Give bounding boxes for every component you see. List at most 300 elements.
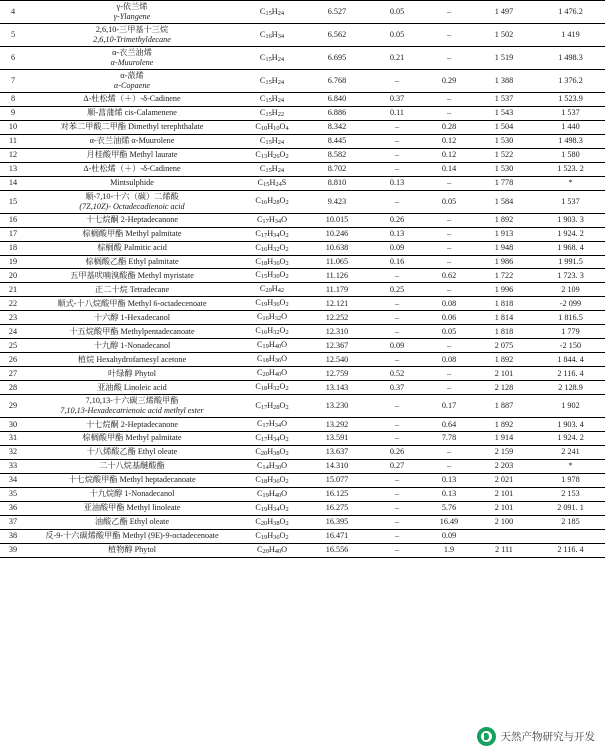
cell-retention-time: 16.125 [306,487,368,501]
cell-index-d: -2 099 [536,297,605,311]
cell-content-a: – [368,395,426,418]
table-row [0,473,605,487]
cell-content-b: – [426,381,472,395]
cell-index: 39 [0,543,26,557]
cell-index-c: 1 986 [472,255,536,269]
table-row [0,459,605,473]
cell-content-b: – [426,283,472,297]
cell-index-d: 1 580 [536,148,605,162]
cell-index-d: 1 498.3 [536,47,605,70]
cell-formula: C14H30O [238,459,306,473]
cell-index-d: 1 419 [536,24,605,47]
cell-index-c: 2 203 [472,459,536,473]
cell-index: 11 [0,134,26,148]
cell-formula: C17H28O2 [238,395,306,418]
cell-index-c: 2 075 [472,339,536,353]
table-row [0,70,605,93]
table-row [0,269,605,283]
cell-index: 37 [0,515,26,529]
cell-index-d: 1 523.9 [536,93,605,107]
cell-content-b: 0.17 [426,395,472,418]
cell-index-d: 1 523. 2 [536,162,605,176]
cell-index-d: 1 537 [536,106,605,120]
cell-formula: C15H24 [238,70,306,93]
cell-content-b: – [426,176,472,190]
cell-index: 23 [0,311,26,325]
cell-formula: C16H32O [238,311,306,325]
cell-content-a: – [368,529,426,543]
cell-index-c: 1 914 [472,432,536,446]
cell-retention-time: 12.367 [306,339,368,353]
compound-name-en: α-Copaene [113,81,151,90]
cell-formula: C16H28O2 [238,190,306,213]
cell-retention-time: 6.527 [306,1,368,24]
cell-index-c: 1 722 [472,269,536,283]
cell-index: 14 [0,176,26,190]
cell-retention-time: 11.065 [306,255,368,269]
table-row [0,529,605,543]
cell-retention-time: 13.230 [306,395,368,418]
cell-compound-name [26,1,238,24]
cell-index-d: 1 816.5 [536,311,605,325]
compound-name-cn: 2,6,10-三甲基十三烷 [95,25,169,34]
table-row [0,190,605,213]
cell-content-b: 0.05 [426,190,472,213]
table-row [0,418,605,432]
cell-retention-time: 13.591 [306,432,368,446]
cell-index-c: 1 519 [472,47,536,70]
cell-index-d: 1 991.5 [536,255,605,269]
table-row [0,367,605,381]
cell-compound-name: 植烷 Hexahydrofarnesyl acetone [26,353,238,367]
cell-compound-name: 棕榈酸甲酯 Methyl palmitate [26,432,238,446]
cell-formula: C15H24 [238,134,306,148]
cell-formula: C20H38O2 [238,515,306,529]
table-row [0,297,605,311]
cell-retention-time: 16.556 [306,543,368,557]
compound-name-cn: 顺-7,10-十六（碳）二烯酸 [85,191,179,201]
cell-formula: C10H10O4 [238,120,306,134]
cell-formula: C15H24 [238,1,306,24]
cell-index-d: 2 128.9 [536,381,605,395]
table-row [0,148,605,162]
cell-index-d: 1 440 [536,120,605,134]
table-row [0,325,605,339]
cell-content-b: – [426,255,472,269]
cell-index-c: 2 021 [472,473,536,487]
cell-content-b: 0.28 [426,120,472,134]
cell-index: 4 [0,1,26,24]
cell-index-d: 2 185 [536,515,605,529]
cell-content-b: 1.9 [426,543,472,557]
cell-index-c: 1 892 [472,418,536,432]
cell-index-d: 1 968. 4 [536,241,605,255]
cell-content-b: 0.08 [426,353,472,367]
cell-formula: C17H34O2 [238,432,306,446]
cell-content-a: 0.09 [368,241,426,255]
cell-index-c: 1 948 [472,241,536,255]
cell-content-a: 0.21 [368,47,426,70]
cell-content-b: – [426,459,472,473]
cell-content-a: – [368,162,426,176]
table-row [0,255,605,269]
cell-index: 7 [0,70,26,93]
cell-compound-name: 十九烷醇 1-Nonadecanol [26,487,238,501]
cell-index: 28 [0,381,26,395]
cell-index-d: 1 779 [536,325,605,339]
table-row [0,445,605,459]
table-row [0,106,605,120]
cell-content-a: – [368,353,426,367]
cell-formula: C20H40O [238,543,306,557]
cell-content-b: 0.13 [426,473,472,487]
table-row [0,1,605,24]
cell-content-a: 0.25 [368,283,426,297]
cell-content-b: – [426,213,472,227]
cell-retention-time: 14.310 [306,459,368,473]
table-row [0,93,605,107]
cell-index-c: 1 497 [472,1,536,24]
cell-index: 17 [0,227,26,241]
cell-index: 29 [0,395,26,418]
cell-index-d: 1 978 [536,473,605,487]
cell-compound-name [26,47,238,70]
cell-formula: C15H30O2 [238,269,306,283]
cell-index-d: * [536,459,605,473]
cell-index-d: 1 902 [536,395,605,418]
table-row [0,24,605,47]
cell-compound-name: 亚油酸 Linoleic acid [26,381,238,395]
cell-retention-time: 13.143 [306,381,368,395]
cell-compound-name: 十七烷酸甲酯 Methyl heptadecanoate [26,473,238,487]
cell-index-d: 2 116. 4 [536,367,605,381]
cell-content-b: 0.12 [426,134,472,148]
cell-index-c: 1 502 [472,24,536,47]
cell-compound-name [26,24,238,47]
cell-content-a: 0.26 [368,213,426,227]
cell-content-b: – [426,93,472,107]
table-row [0,241,605,255]
cell-compound-name [26,70,238,93]
cell-content-b: – [426,241,472,255]
cell-compound-name: 亚油酸甲酯 Methyl linoleate [26,501,238,515]
cell-content-b: – [426,1,472,24]
cell-content-b: – [426,227,472,241]
cell-retention-time: 9.423 [306,190,368,213]
cell-compound-name: 十九醇 1-Nonadecanol [26,339,238,353]
table-row [0,47,605,70]
cell-index-d: 1 924. 2 [536,227,605,241]
cell-index: 30 [0,418,26,432]
cell-index-c: 1 530 [472,134,536,148]
cell-content-a: 0.52 [368,367,426,381]
cell-index-d: 1 903. 4 [536,418,605,432]
cell-content-b: 0.29 [426,70,472,93]
cell-retention-time: 11.126 [306,269,368,283]
cell-index-c: 2 101 [472,501,536,515]
cell-retention-time: 12.310 [306,325,368,339]
cell-content-b: 0.62 [426,269,472,283]
cell-compound-name: 顺-菖蒲烯 cis-Calamenene [26,106,238,120]
table-row [0,311,605,325]
table-row [0,353,605,367]
cell-index: 26 [0,353,26,367]
cell-compound-name: 油酸乙酯 Ethyl oleate [26,515,238,529]
cell-content-b: 0.06 [426,311,472,325]
cell-content-b: – [426,24,472,47]
compound-name-en: α-Muurolene [110,58,154,67]
cell-retention-time: 12.121 [306,297,368,311]
cell-index: 34 [0,473,26,487]
cell-index-d: * [536,176,605,190]
cell-compound-name [26,190,238,213]
cell-content-b: 0.13 [426,487,472,501]
table-row [0,501,605,515]
cell-index-c: 1 543 [472,106,536,120]
cell-retention-time: 8.342 [306,120,368,134]
cell-formula: C17H34O [238,213,306,227]
compound-name-cn: α-衣兰油烯 [112,48,152,57]
cell-retention-time: 16.471 [306,529,368,543]
cell-formula: C20H38O2 [238,445,306,459]
cell-retention-time: 6.768 [306,70,368,93]
cell-index: 24 [0,325,26,339]
cell-index-c: 1 818 [472,325,536,339]
cell-content-b: 0.09 [426,529,472,543]
cell-content-a: 0.26 [368,445,426,459]
cell-retention-time: 8.702 [306,162,368,176]
cell-index-c: 1 530 [472,162,536,176]
cell-content-a: 0.13 [368,176,426,190]
cell-index: 12 [0,148,26,162]
cell-formula: C16H34 [238,24,306,47]
cell-index: 9 [0,106,26,120]
cell-content-a: – [368,515,426,529]
table-row [0,432,605,446]
cell-content-a: – [368,297,426,311]
cell-index: 18 [0,241,26,255]
cell-content-a: – [368,432,426,446]
cell-index-d: 1 723. 3 [536,269,605,283]
table-row [0,339,605,353]
cell-formula: C16H32O2 [238,241,306,255]
cell-content-a: – [368,269,426,283]
cell-content-b: 0.64 [426,418,472,432]
cell-compound-name: 叶绿醇 Phytol [26,367,238,381]
compound-name-cn: 7,10,13-十六碳三烯酸甲酯 [85,396,179,406]
table-row [0,176,605,190]
cell-compound-name: Δ-杜松烯（＋）-δ-Cadinene [26,93,238,107]
leaf-logo-icon [477,727,496,746]
compound-name-en: 7,10,13-Hexadecatrienoic acid methyl ester [60,406,204,416]
table-row [0,395,605,418]
cell-retention-time: 6.562 [306,24,368,47]
cell-index: 6 [0,47,26,70]
cell-index-c [472,529,536,543]
cell-compound-name: Δ-杜松烯（＋）-δ-Cadinene [26,162,238,176]
cell-compound-name: α-衣兰油烯 α-Muurolene [26,134,238,148]
cell-formula: C20H42 [238,283,306,297]
cell-index: 15 [0,190,26,213]
cell-compound-name: 顺式-十八烷酸甲酯 Methyl 6-octadecenoate [26,297,238,311]
cell-retention-time: 10.638 [306,241,368,255]
cell-retention-time: 6.886 [306,106,368,120]
cell-compound-name: 正二十烷 Tetradecane [26,283,238,297]
cell-index: 36 [0,501,26,515]
cell-formula: C19H36O2 [238,297,306,311]
cell-index-c: 2 101 [472,367,536,381]
compound-name-en: 2,6,10-Trimethyldecane [93,35,171,44]
cell-index-d: 2 116. 4 [536,543,605,557]
cell-index: 27 [0,367,26,381]
cell-content-a: 0.13 [368,227,426,241]
cell-content-b: – [426,367,472,381]
table-row [0,543,605,557]
cell-content-a: – [368,120,426,134]
table-row [0,134,605,148]
cell-index-c: 2 128 [472,381,536,395]
cell-index-c: 1 887 [472,395,536,418]
cell-index-c: 1 522 [472,148,536,162]
cell-index-c: 1 892 [472,213,536,227]
cell-retention-time: 16.275 [306,501,368,515]
cell-index: 25 [0,339,26,353]
cell-compound-name: 五甲基吠喃溴酸酯 Methyl myristate [26,269,238,283]
cell-index-c: 2 100 [472,515,536,529]
table-row [0,283,605,297]
cell-content-b: 0.14 [426,162,472,176]
table-row [0,487,605,501]
compound-name-en: (7Z,10Z)- Octadecadienoic acid [79,201,185,211]
cell-formula: C18H36O [238,353,306,367]
cell-compound-name: 月桂酸甲酯 Methyl laurate [26,148,238,162]
cell-index-d: 1 903. 3 [536,213,605,227]
cell-content-a: – [368,190,426,213]
cell-index-c: 1 913 [472,227,536,241]
cell-index-c: 2 111 [472,543,536,557]
cell-retention-time: 13.637 [306,445,368,459]
cell-content-b: 16.49 [426,515,472,529]
cell-content-b: – [426,47,472,70]
table-row [0,213,605,227]
cell-content-a: 0.27 [368,459,426,473]
cell-content-a: 0.05 [368,1,426,24]
cell-content-a: – [368,473,426,487]
cell-index: 16 [0,213,26,227]
cell-retention-time: 8.582 [306,148,368,162]
cell-index-d: 1 376.2 [536,70,605,93]
cell-index: 19 [0,255,26,269]
cell-index-c: 2 159 [472,445,536,459]
cell-index: 10 [0,120,26,134]
table-row [0,515,605,529]
cell-content-b: – [426,339,472,353]
cell-content-b: 0.05 [426,325,472,339]
cell-index-c: 1 584 [472,190,536,213]
cell-formula: C19H34O2 [238,501,306,515]
compound-name-cn: α-蒎烯 [120,71,144,80]
cell-retention-time: 6.840 [306,93,368,107]
cell-index-c: 1 388 [472,70,536,93]
cell-retention-time: 16.395 [306,515,368,529]
cell-compound-name: 对苯二甲酸二甲酯 Dimethyl terephthalate [26,120,238,134]
cell-index: 13 [0,162,26,176]
cell-index-d: 1 537 [536,190,605,213]
cell-index-d: 2 241 [536,445,605,459]
cell-index: 33 [0,459,26,473]
cell-content-a: – [368,543,426,557]
cell-formula: C17H34O [238,418,306,432]
table-row [0,381,605,395]
cell-index-d: 2 091. 1 [536,501,605,515]
cell-formula: C17H34O2 [238,227,306,241]
cell-formula: C18H32O2 [238,381,306,395]
cell-retention-time: 8.810 [306,176,368,190]
cell-index-d [536,529,605,543]
compound-name-cn: γ-依兰烯 [116,2,148,11]
cell-formula: C19H40O [238,487,306,501]
cell-content-a: – [368,148,426,162]
cell-compound-name [26,395,238,418]
cell-index: 20 [0,269,26,283]
cell-retention-time: 12.759 [306,367,368,381]
cell-compound-name: 十七烷酮 2-Heptadecanone [26,213,238,227]
cell-formula: C13H26O2 [238,148,306,162]
cell-index-d: 2 109 [536,283,605,297]
table-body [0,1,605,558]
cell-content-b: 5.76 [426,501,472,515]
cell-index-c: 2 101 [472,487,536,501]
cell-content-a: 0.37 [368,93,426,107]
cell-content-b: – [426,106,472,120]
cell-formula: C15H22 [238,106,306,120]
watermark-badge [473,725,600,748]
cell-index-c: 1 504 [472,120,536,134]
cell-index-d: 1 476.2 [536,1,605,24]
cell-formula: C20H40O [238,367,306,381]
cell-compound-name: 十五烷酸甲酯 Methylpentadecanoate [26,325,238,339]
cell-compound-name: Mintsulphide [26,176,238,190]
cell-content-a: – [368,325,426,339]
cell-index-c: 1 892 [472,353,536,367]
cell-content-a: 0.16 [368,255,426,269]
cell-index-d: 1 844. 4 [536,353,605,367]
cell-content-a: 0.11 [368,106,426,120]
cell-compound-name: 植物醇 Phytol [26,543,238,557]
cell-index-c: 1 818 [472,297,536,311]
cell-formula: C19H40O [238,339,306,353]
cell-compound-name: 二十八烷基醚酸酯 [26,459,238,473]
cell-index: 31 [0,432,26,446]
cell-index-d: 1 924. 2 [536,432,605,446]
cell-index-d: 2 153 [536,487,605,501]
cell-formula: C19H36O2 [238,529,306,543]
cell-content-a: 0.37 [368,381,426,395]
cell-retention-time: 6.695 [306,47,368,70]
cell-formula: C18H36O2 [238,255,306,269]
cell-index: 8 [0,93,26,107]
cell-content-b: – [426,445,472,459]
cell-content-a: – [368,487,426,501]
cell-formula: C15H24S [238,176,306,190]
cell-index-c: 1 778 [472,176,536,190]
cell-content-a: 0.05 [368,24,426,47]
cell-compound-name: 反-9-十六碳烯酸甲酯 Methyl (9E)-9-octadecenoate [26,529,238,543]
cell-formula: C15H24 [238,162,306,176]
cell-retention-time: 11.179 [306,283,368,297]
cell-index: 21 [0,283,26,297]
watermark-label: 天然产物研究与开发 [500,731,595,743]
